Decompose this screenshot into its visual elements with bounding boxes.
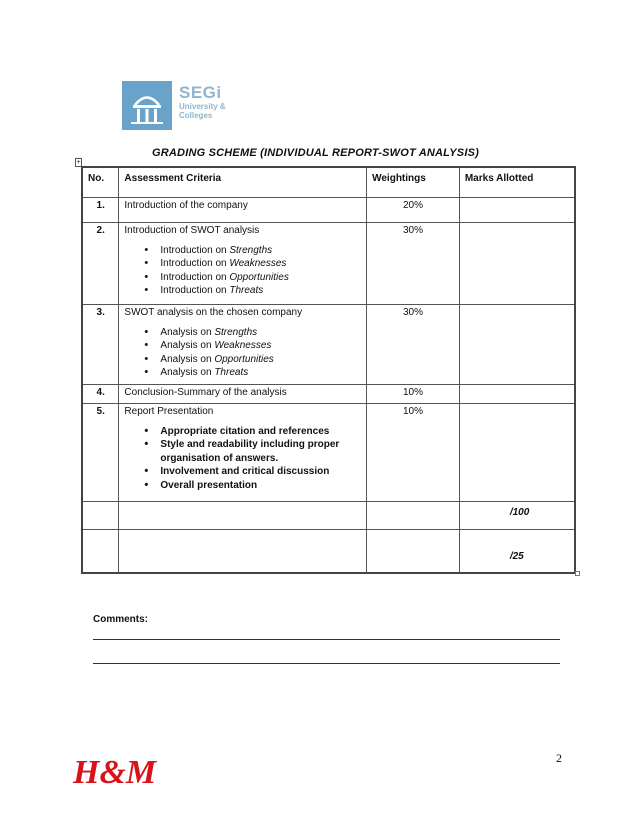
- list-item: • Introduction on Weaknesses: [144, 257, 361, 271]
- hm-logo: [72, 745, 157, 796]
- header-marks-allotted: Marks Allotted: [459, 167, 575, 197]
- table-resize-handle-icon[interactable]: [575, 571, 580, 576]
- marks-cell[interactable]: [459, 384, 575, 403]
- criteria-cell: [119, 403, 367, 501]
- criteria-bullet-list: [144, 326, 361, 380]
- list-item: • Introduction on Threats: [144, 284, 361, 298]
- marks-cell[interactable]: [459, 197, 575, 222]
- weighting-cell: 10%: [367, 384, 460, 403]
- svg-text:H&M: H&M: [73, 754, 157, 791]
- criteria-cell: Introduction of the company: [119, 197, 367, 222]
- table-row: [82, 304, 575, 384]
- list-item: • Introduction on Opportunities: [144, 271, 361, 285]
- list-item: • Appropriate citation and references: [144, 425, 361, 439]
- hm-brand-logo-icon: [72, 745, 157, 791]
- list-item: • Analysis on Threats: [144, 366, 361, 380]
- grading-scheme-title: GRADING SCHEME (INDIVIDUAL REPORT-SWOT ANALYSIS): [152, 147, 479, 159]
- list-item: • Involvement and critical discussion: [144, 465, 361, 479]
- row-number: 2.: [82, 222, 119, 304]
- table-row: [82, 197, 575, 222]
- row-number: 1.: [82, 197, 119, 222]
- table-row: [82, 222, 575, 304]
- row-number: 4.: [82, 384, 119, 403]
- criteria-cell: [119, 222, 367, 304]
- header-criteria: Assessment Criteria: [119, 167, 367, 197]
- logo-subtitle-line-2: Colleges: [179, 111, 213, 120]
- criteria-title: SWOT analysis on the chosen company: [124, 306, 303, 318]
- table-move-handle-icon[interactable]: +: [76, 159, 81, 166]
- total-100-cell[interactable]: /100: [459, 501, 575, 529]
- marks-cell[interactable]: [459, 403, 575, 501]
- segi-logo-mark: [122, 81, 172, 130]
- empty-cell: [82, 529, 119, 573]
- row-number: 3.: [82, 304, 119, 384]
- criteria-cell: Conclusion-Summary of the analysis: [119, 384, 367, 403]
- empty-cell: [82, 501, 119, 529]
- empty-cell: [367, 529, 460, 573]
- comment-line[interactable]: [93, 663, 560, 664]
- list-item: • Analysis on Opportunities: [144, 353, 361, 367]
- logo-name: SEGi: [179, 83, 222, 102]
- empty-cell: [119, 501, 367, 529]
- university-building-icon: [122, 81, 172, 130]
- comment-line[interactable]: [93, 639, 560, 640]
- row-number: 5.: [82, 403, 119, 501]
- weighting-cell: 20%: [367, 197, 460, 222]
- total-row: [82, 501, 575, 529]
- empty-cell: [119, 529, 367, 573]
- list-item: • Analysis on Weaknesses: [144, 339, 361, 353]
- header-no: No.: [82, 167, 119, 197]
- criteria-bullet-list: [144, 244, 361, 298]
- marks-cell[interactable]: [459, 304, 575, 384]
- total-25-cell[interactable]: /25: [459, 529, 575, 573]
- weighting-cell: 10%: [367, 403, 460, 501]
- segi-logo-text: [179, 84, 226, 120]
- logo-subtitle-line-1: University &: [179, 102, 226, 111]
- table-row: [82, 403, 575, 501]
- list-item: • Style and readability including proper organisation of answers.: [144, 438, 361, 465]
- comments-label: Comments:: [93, 614, 149, 625]
- list-item: • Overall presentation: [144, 479, 361, 493]
- criteria-title: Introduction of SWOT analysis: [124, 224, 260, 236]
- empty-cell: [367, 501, 460, 529]
- list-item: • Introduction on Strengths: [144, 244, 361, 258]
- grading-table: [81, 166, 576, 574]
- criteria-title: Report Presentation: [124, 405, 214, 417]
- criteria-cell: [119, 304, 367, 384]
- marks-cell[interactable]: [459, 222, 575, 304]
- weighting-cell: 30%: [367, 222, 460, 304]
- list-item: • Analysis on Strengths: [144, 326, 361, 340]
- total-row: [82, 529, 575, 573]
- criteria-bullet-list: [144, 425, 361, 493]
- header-weightings: Weightings: [367, 167, 460, 197]
- table-header-row: [82, 167, 575, 197]
- table-row: [82, 384, 575, 403]
- weighting-cell: 30%: [367, 304, 460, 384]
- page-number: 2: [556, 751, 562, 765]
